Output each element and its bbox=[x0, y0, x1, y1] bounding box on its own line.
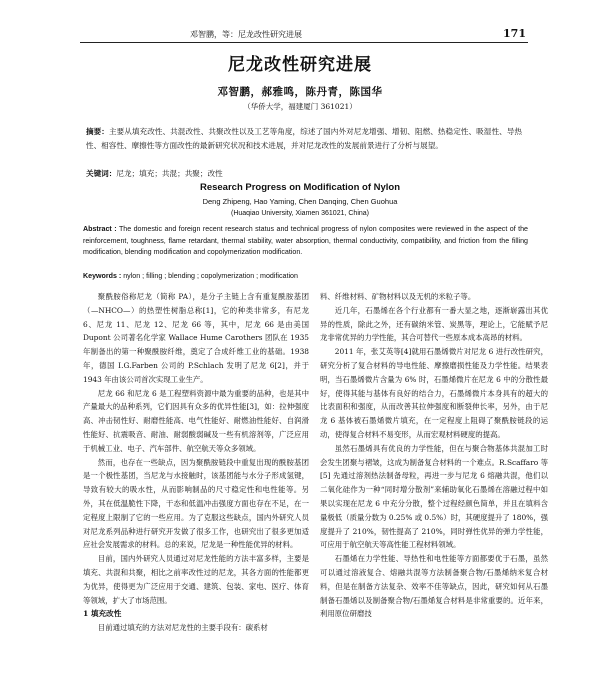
body-paragraph: 尼龙 66 和尼龙 6 是工程塑料资源中最为重要的品种，也是其中产量最大的品种系列，它们因具有众多的优异性能[3]，如：拉伸强度高、冲击韧性好、耐磨性能高、电气性能好、耐燃油性能好、自润滑性能好、抗震吸音、耐油、耐弱酸弱碱及一些有机溶剂等，广泛应用于机械工业、电子、汽车部件、航空航天等众多领域。 bbox=[83, 388, 309, 453]
body-paragraph: 料、纤维材料、矿物材料以及无机的米粒子等。 bbox=[320, 292, 476, 301]
running-head bbox=[80, 27, 528, 43]
abstract-en bbox=[83, 224, 528, 259]
abstract-en-label: Abstract : bbox=[83, 225, 117, 233]
body-column-right bbox=[320, 290, 548, 621]
authors-cn: 邓智鹏，郝雅鸣，陈丹青，陈国华 bbox=[217, 86, 383, 98]
affiliation-en: (Huaqiao University, Xiamen 361021, China) bbox=[231, 210, 369, 217]
body-column-left bbox=[83, 290, 309, 635]
title-en: Research Progress on Modification of Nylon bbox=[199, 182, 401, 193]
body-paragraph: 石墨烯在力学性能、导热性和电性能等方面都要优于石墨，虽然可以通过溶液复合、熔融共混等方法制备聚合物/石墨烯纳米复合材料，但是在制备方法复杂、效率不佳等缺点，因此，研究如何从石墨制备石墨烯以及制备聚合物/石墨烯复合材料是非常重要的。近年来，利用原位研磨技 bbox=[320, 554, 548, 619]
body-paragraph: 目前，国内外研究人员通过对尼龙性能的方法丰富多样，主要是填充、共混和共聚，相比之前率改性过的尼龙，其各方面的性能都更为优异，使得更为广泛应用于交通、建筑、包装、家电、医疗、体育等领域，扩大了市场范围。 bbox=[83, 554, 309, 605]
abstract-cn-text: 主要从填充改性、共混改性、共聚改性以及工艺等角度，综述了国内外对尼龙增强、增韧、阻燃、热稳定性、吸湿性、导热性、相容性、摩擦性等方面改性的最新研究状况和技术进展，并对尼龙改性的发展前景进行了分析与展望。 bbox=[86, 127, 522, 150]
keywords-en-label: Keywords : bbox=[83, 272, 122, 280]
page-number: 171 bbox=[503, 27, 526, 40]
title-cn: 尼龙改性研究进展 bbox=[228, 55, 372, 75]
body-paragraph: 聚酰胺俗称尼龙（简称 PA），是分子主链上含有重复酰胺基团（—NHCO—）的热塑性树脂总称[1]，它的种类非常多，有尼龙 6、尼龙 11、尼龙 12、尼龙 66 等，其中，尼龙 66 是由美国 Dupont 公司著名化学家 Wallace Hume Carothers 团队在 1935 年制备出的第一种聚酰胺纤维，奠定了合成纤维工业的基础。1938 年，德国 I.G.Farben 公司的 P.Schlach 发明了尼龙 6[2]，并于 1943 年由该公司首次实现工业生产。 bbox=[83, 292, 309, 384]
running-head-title: 邓智鹏，等：尼龙改性研究进展 bbox=[190, 30, 302, 39]
abstract-cn bbox=[86, 125, 522, 153]
abstract-en-text: The domestic and foreign recent research status and technical progress of nylon composites were reviewed in the aspect of the reinforcement, toughness, flame retardant, thermal stability, water absorption, thermal conductivity, compatibility, and friction from the filling modification, blending modification and copolymerization modification. bbox=[83, 225, 528, 256]
keywords-en-text: nylon ; filling ; blending ; copolymerization ; modification bbox=[123, 272, 298, 280]
keywords-cn-text: 尼龙；填充；共混；共聚；改性 bbox=[116, 169, 223, 178]
abstract-cn-label: 摘要： bbox=[86, 127, 109, 136]
keywords-en bbox=[83, 272, 528, 280]
affiliation-cn: （华侨大学，福建厦门 361021） bbox=[243, 102, 357, 111]
authors-en: Deng Zhipeng, Hao Yaming, Chen Danqing, Chen Guohua bbox=[202, 197, 398, 206]
section-heading: 1 填充改性 bbox=[83, 609, 122, 619]
body-paragraph: 目前通过填充的方法对尼龙性的主要手段有：碳系材 bbox=[97, 623, 268, 633]
body-paragraph: 2011 年，张艾英等[4]就用石墨烯微片对尼龙 6 进行改性研究，研究分析了复合材料的导电性能、摩擦磨损性能及力学性能。结果表明，当石墨烯微片含量为 6% 时，石墨烯微片在尼龙 6 中的分散性最好，使得其能与基体有良好的结合力，石墨烯微片本身具有的超大的比表面积和强度，从而改善其拉伸强度和断裂伸长率，另外，由于尼龙 6 基体被石墨烯微片填充，在一定程度上阻碍了聚酰胺链段的运动，使得复合材料不易变形，从而宏观材料硬度的提高。 bbox=[320, 347, 548, 439]
keywords-cn bbox=[86, 168, 522, 179]
body-paragraph: 然而，也存在一些缺点，因为聚酰胺链段中重复出现的酰胺基团是一个极性基团，当尼龙与水接触时，该基团能与水分子形成氢键，导致有较大的吸水性，从而影响制品的尺寸稳定性和电性能等。另外，其在低温脆性下降，干态和低温冲击强度方面也存在不足，在一定程度上限制了它的一些应用。为了克服这些缺点，国内外研究人员对尼龙系列品种进行研究开发做了很多工作，也研究出了很多更加适应社会发展需求的材料。总的来说，尼龙是一种性能优异的材料。 bbox=[83, 457, 309, 550]
body-paragraph: 近几年，石墨烯在各个行业都有一番大显之地，逐渐崭露出其优异的性质，除此之外，还有碳纳米管、炭黑等，理论上，它能赋予尼龙非常优异的力学性能，其合可替代一些原本成本高昂的材料。 bbox=[320, 305, 548, 343]
keywords-cn-label: 关键词： bbox=[86, 169, 117, 178]
body-paragraph: 虽然石墨烯具有优良的力学性能，但在与聚合物基体共混加工时会发生团聚与褶皱，这成为制备复合材料的一个难点。R.Scaffaro 等[5] 先通过溶剂热法制备母粒，再进一步与尼龙 6 熔融共混，他们以二氧化硅作为一种“同时增分散剂”来辅助氧化石墨烯在溶融过程中如果以实现在尼龙 6 中充分分散，整个过程经颜色简单，并且在填料含量极低（质量分数为 0.25% 或 0.5%）时，其硬度提升了 180%，强度提升了 210%，韧性提高了 210%，同时弹性优异的弹力学性能，可应用于航空航天等高性能工程材料领域。 bbox=[320, 443, 548, 550]
